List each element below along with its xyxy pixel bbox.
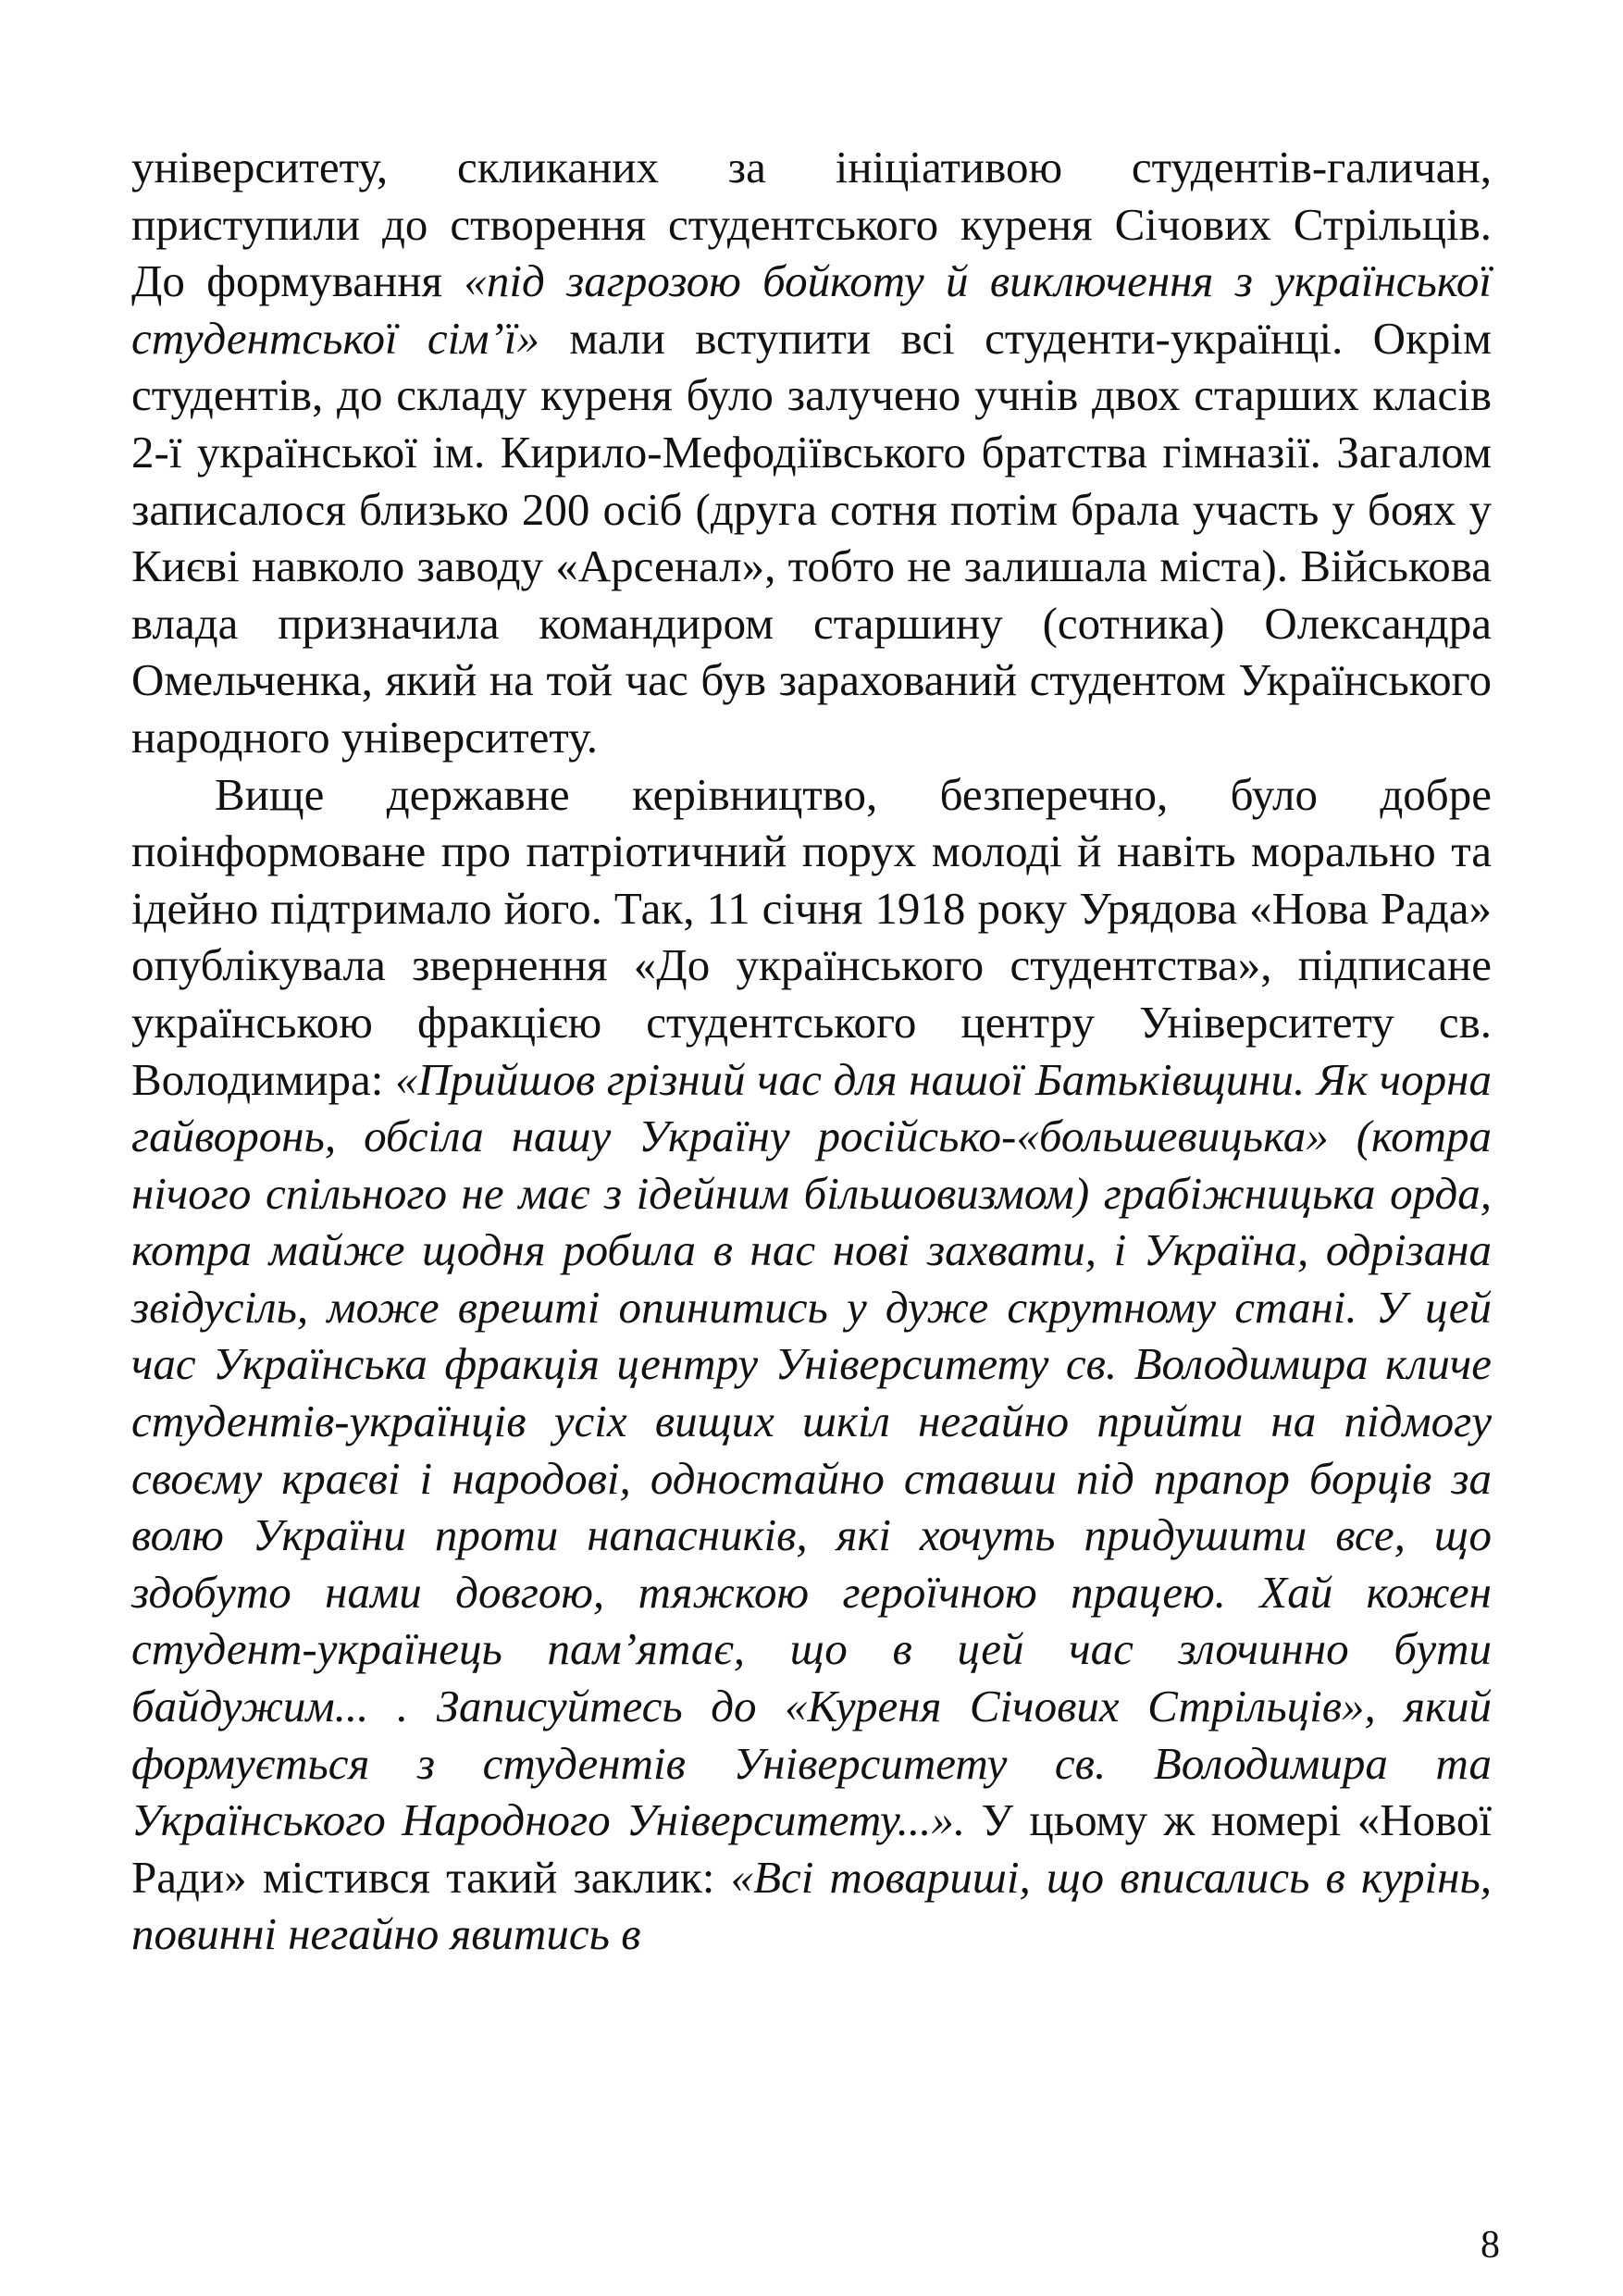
paragraph-1: [131, 139, 1492, 766]
paragraph-1-quote: «під загрозою бойкоту й виключення з української студентської сім’ї»: [131, 255, 1492, 364]
body-text: [131, 139, 1492, 1963]
paragraph-2-text-a: Вище державне керівництво, безперечно, було добре поінформоване про патріотичний порух молоді й навіть морально та ідейно підтримало його. Так, 11 січня 1918 року Урядова «Нова Рада» опублікувала звернення «До українського студентства», підписане українською фракцією студентського центру Університету св. Володимира:: [131, 768, 1492, 1105]
paragraph-1-text-a: університету, скликаних за ініціативою студентів-галичан, приступили до створення студентського куреня Січових Стрільців. До формування: [131, 142, 1492, 307]
paragraph-2: [131, 766, 1492, 1963]
paragraph-2-text-b: У цьому ж номері «Нової Ради» містився такий заклик:: [131, 1794, 1492, 1903]
paragraph-1-text-b: мали вступити всі студенти-українці. Окрім студентів, до складу куреня було залучено учнів двох старших класів 2-ї української ім. Кирило-Мефодіївського братства гімназії. Загалом записалося близько 200 осіб (друга сотня потім брала участь у боях у Києві навколо заводу «Арсенал», тобто не залишала міста). Військова влада призначила командиром старшину (сотника) Олександра Омельченка, який на той час був зарахований студентом Українського народного університету.: [131, 312, 1492, 763]
paragraph-2-call-quote: «Всі товариші, що вписались в курінь, повинні негайно явитись в: [131, 1851, 1493, 1960]
page-number: 8: [1481, 2224, 1500, 2266]
paragraph-2-appeal-quote: «Прийшов грізний час для нашої Батьківщини. Як чорна гайворонь, обсіла нашу Україну російсько-«большевицька» (котра нічого спільного не має з ідейним більшовизмом) грабіжницька орда, котра майже щодня робила в нас нові захвати, і Україна, одрізана звідусіль, може врешті опинитись у дуже скрутному стані. У цей час Українська фракція центру Університету св. Володимира кличе студентів-українців усіх вищих шкіл негайно прийти на підмогу своєму краєві і народові, одностайно ставши під прапор борців за волю України проти напасників, які хочуть придушити все, що здобуто нами довгою, тяжкою героїчною працею. Хай кожен студент-українець пам’ятає, що в цей час злочинно бути байдужим... . Записуйтесь до «Куреня Січових Стрільців», який формується з студентів Університету св. Володимира та Українського Народного Університету...».: [131, 1053, 1492, 1846]
